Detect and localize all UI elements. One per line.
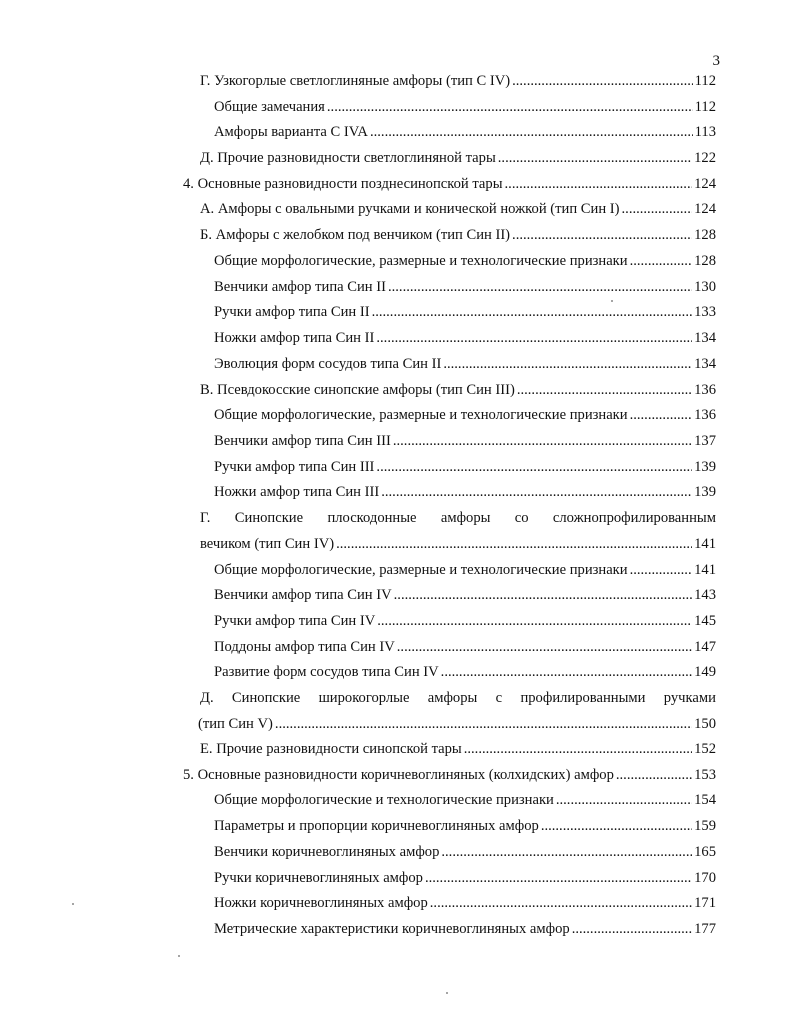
toc-entry-title: Общие морфологические, размерные и технологические признаки bbox=[214, 407, 628, 423]
dot-leader bbox=[630, 405, 693, 425]
dot-leader bbox=[512, 71, 693, 91]
toc-entry[interactable] bbox=[198, 714, 716, 734]
dot-leader bbox=[498, 148, 692, 168]
toc-entry[interactable] bbox=[214, 251, 716, 271]
toc-entry-title: Ножки амфор типа Син III bbox=[214, 484, 380, 500]
toc-entry-title: Венчики амфор типа Син III bbox=[214, 433, 391, 449]
dot-leader bbox=[381, 482, 692, 502]
toc-entry-page: 165 bbox=[694, 844, 716, 860]
toc-entry-page: 112 bbox=[694, 73, 716, 89]
dot-leader bbox=[441, 842, 692, 862]
toc-entry-title: Общие морфологические, размерные и технологические признаки bbox=[214, 562, 628, 578]
toc-word: Д. bbox=[200, 690, 214, 706]
dot-leader bbox=[425, 868, 692, 888]
toc-entry-page: 137 bbox=[694, 433, 716, 449]
dot-leader bbox=[622, 199, 693, 219]
toc-entry-title: Д. Прочие разновидности светлоглиняной тары bbox=[200, 150, 496, 166]
toc-entry[interactable] bbox=[200, 148, 716, 168]
speck bbox=[72, 903, 74, 905]
dot-leader bbox=[430, 893, 692, 913]
toc-entry-page: 133 bbox=[694, 304, 716, 320]
toc-entry-title: (тип Син V) bbox=[198, 716, 273, 732]
speck bbox=[446, 992, 448, 994]
dot-leader bbox=[372, 302, 693, 322]
toc-entry[interactable] bbox=[214, 893, 716, 913]
toc-entry[interactable] bbox=[214, 302, 716, 322]
toc-entry-title: Амфоры варианта С IVA bbox=[214, 124, 368, 140]
toc-word: профилированными bbox=[520, 690, 646, 706]
toc-entry-title: Г. Узкогорлые светлоглиняные амфоры (тип С IV) bbox=[200, 73, 511, 89]
dot-leader bbox=[388, 277, 692, 297]
dot-leader bbox=[275, 714, 692, 734]
toc-entry[interactable] bbox=[214, 97, 716, 117]
toc-entry-page: 170 bbox=[694, 870, 716, 886]
toc-entry-page: 139 bbox=[694, 484, 716, 500]
toc-entry-title: Общие морфологические, размерные и технологические признаки bbox=[214, 253, 628, 269]
page-number: 3 bbox=[712, 53, 720, 69]
toc-entry-title: Венчики коричневоглиняных амфор bbox=[214, 844, 440, 860]
toc-entry[interactable] bbox=[214, 637, 716, 657]
toc-word: Г. bbox=[200, 510, 211, 526]
toc-entry-title: Ручки амфор типа Син III bbox=[214, 459, 375, 475]
toc-entry-page: 177 bbox=[694, 921, 716, 937]
toc-entry-page: 136 bbox=[694, 382, 716, 398]
toc-word: Синопские bbox=[231, 690, 301, 706]
dot-leader bbox=[394, 585, 692, 605]
toc-entry[interactable] bbox=[200, 380, 716, 400]
dot-leader bbox=[572, 919, 692, 939]
toc-word: сложнопрофилированным bbox=[552, 510, 716, 526]
toc-word: со bbox=[514, 510, 529, 526]
toc-word: амфоры bbox=[427, 690, 478, 706]
toc-word: с bbox=[495, 690, 503, 706]
dot-leader bbox=[443, 354, 692, 374]
dot-leader bbox=[370, 122, 693, 142]
toc-entry[interactable] bbox=[214, 842, 716, 862]
toc-entry-title: Поддоны амфор типа Син IV bbox=[214, 639, 395, 655]
toc-entry[interactable] bbox=[200, 71, 716, 91]
toc-entry[interactable] bbox=[214, 611, 716, 631]
toc-entry[interactable] bbox=[214, 482, 716, 502]
toc-entry-page: 113 bbox=[694, 124, 716, 140]
toc-entry[interactable] bbox=[183, 765, 716, 785]
toc-entry[interactable] bbox=[214, 328, 716, 348]
speck bbox=[178, 955, 180, 957]
toc-entry-title: Венчики амфор типа Син IV bbox=[214, 587, 392, 603]
toc-entry-page: 112 bbox=[694, 99, 716, 115]
toc-entry-page: 150 bbox=[694, 716, 716, 732]
toc-entry[interactable] bbox=[200, 225, 716, 245]
toc-word: амфоры bbox=[440, 510, 491, 526]
toc-entry-wrapped-line[interactable] bbox=[200, 508, 716, 528]
toc-word: широкогорлые bbox=[318, 690, 410, 706]
toc-entry-title: Общие замечания bbox=[214, 99, 325, 115]
toc-entry[interactable] bbox=[200, 739, 716, 759]
toc-entry-page: 143 bbox=[694, 587, 716, 603]
dot-leader bbox=[336, 534, 692, 554]
dot-leader bbox=[616, 765, 692, 785]
toc-entry[interactable] bbox=[200, 199, 716, 219]
toc-entry-page: 122 bbox=[694, 150, 716, 166]
toc-entry-title: Ручки амфор типа Син IV bbox=[214, 613, 376, 629]
toc-entry-page: 134 bbox=[694, 356, 716, 372]
toc-word: ручками bbox=[663, 690, 716, 706]
toc-entry[interactable] bbox=[214, 277, 716, 297]
toc-entry-page: 154 bbox=[694, 792, 716, 808]
toc-entry-title: Ручки коричневоглиняных амфор bbox=[214, 870, 423, 886]
dot-leader bbox=[464, 739, 692, 759]
toc-entry-title: Параметры и пропорции коричневоглиняных амфор bbox=[214, 818, 539, 834]
toc-entry[interactable] bbox=[214, 919, 716, 939]
toc-entry-page: 139 bbox=[694, 459, 716, 475]
toc-entry[interactable] bbox=[214, 560, 716, 580]
dot-leader bbox=[541, 816, 692, 836]
dot-leader bbox=[397, 637, 692, 657]
toc-entry-page: 128 bbox=[694, 253, 716, 269]
toc-entry-page: 134 bbox=[694, 330, 716, 346]
dot-leader bbox=[517, 380, 692, 400]
toc-entry[interactable] bbox=[214, 868, 716, 888]
toc-entry-title: А. Амфоры с овальными ручками и конической ножкой (тип Син I) bbox=[200, 201, 620, 217]
toc-entry-title: 4. Основные разновидности позднесинопской тары bbox=[183, 176, 503, 192]
toc-entry[interactable] bbox=[214, 662, 716, 682]
dot-leader bbox=[630, 251, 693, 271]
toc-entry-title: Б. Амфоры с желобком под венчиком (тип Син II) bbox=[200, 227, 511, 243]
toc-entry-title: Ножки амфор типа Син II bbox=[214, 330, 375, 346]
toc-entry-title: 5. Основные разновидности коричневоглиняных (колхидских) амфор bbox=[183, 767, 614, 783]
toc-entry-page: 141 bbox=[694, 536, 716, 552]
toc-entry-title: Развитие форм сосудов типа Син IV bbox=[214, 664, 439, 680]
toc-entry-title: Эволюция форм сосудов типа Син II bbox=[214, 356, 442, 372]
dot-leader bbox=[376, 457, 692, 477]
toc-entry-page: 141 bbox=[694, 562, 716, 578]
dot-leader bbox=[327, 97, 693, 117]
toc-entry-page: 153 bbox=[694, 767, 716, 783]
dot-leader bbox=[376, 328, 692, 348]
toc-entry-wrapped-line[interactable] bbox=[200, 688, 716, 708]
toc-entry-page: 149 bbox=[694, 664, 716, 680]
dot-leader bbox=[630, 560, 693, 580]
toc-entry[interactable] bbox=[214, 405, 716, 425]
toc-entry[interactable] bbox=[214, 790, 716, 810]
toc-entry-page: 130 bbox=[694, 279, 716, 295]
toc-entry-page: 159 bbox=[694, 818, 716, 834]
toc-entry[interactable] bbox=[214, 354, 716, 374]
toc-entry-title: В. Псевдокосские синопские амфоры (тип Син III) bbox=[200, 382, 515, 398]
toc-entry-page: 136 bbox=[694, 407, 716, 423]
speck bbox=[611, 300, 613, 302]
toc-entry[interactable] bbox=[214, 431, 716, 451]
toc-entry[interactable] bbox=[214, 457, 716, 477]
toc-entry-title: Ножки коричневоглиняных амфор bbox=[214, 895, 428, 911]
dot-leader bbox=[512, 225, 692, 245]
toc-entry-page: 145 bbox=[694, 613, 716, 629]
dot-leader bbox=[393, 431, 692, 451]
toc-entry-title: Е. Прочие разновидности синопской тары bbox=[200, 741, 462, 757]
toc-entry[interactable] bbox=[183, 174, 716, 194]
toc-entry-title: вечиком (тип Син IV) bbox=[200, 536, 335, 552]
toc-entry[interactable] bbox=[214, 585, 716, 605]
toc-entry-title: Ручки амфор типа Син II bbox=[214, 304, 370, 320]
toc-entry-title: Общие морфологические и технологические признаки bbox=[214, 792, 554, 808]
toc-word: Синопские bbox=[234, 510, 304, 526]
toc-entry[interactable] bbox=[214, 816, 716, 836]
toc-entry-page: 128 bbox=[694, 227, 716, 243]
toc-entry-page: 124 bbox=[694, 176, 716, 192]
toc-entry-page: 147 bbox=[694, 639, 716, 655]
toc-entry-page: 171 bbox=[694, 895, 716, 911]
dot-leader bbox=[505, 174, 693, 194]
toc-entry-page: 124 bbox=[694, 201, 716, 217]
toc-entry[interactable] bbox=[200, 534, 716, 554]
dot-leader bbox=[377, 611, 692, 631]
dot-leader bbox=[556, 790, 692, 810]
toc-entry-title: Метрические характеристики коричневоглиняных амфор bbox=[214, 921, 570, 937]
toc-entry-page: 152 bbox=[694, 741, 716, 757]
dot-leader bbox=[441, 662, 692, 682]
toc-entry-title: Венчики амфор типа Син II bbox=[214, 279, 386, 295]
toc-word: плоскодонные bbox=[327, 510, 417, 526]
toc-entry[interactable] bbox=[214, 122, 716, 142]
